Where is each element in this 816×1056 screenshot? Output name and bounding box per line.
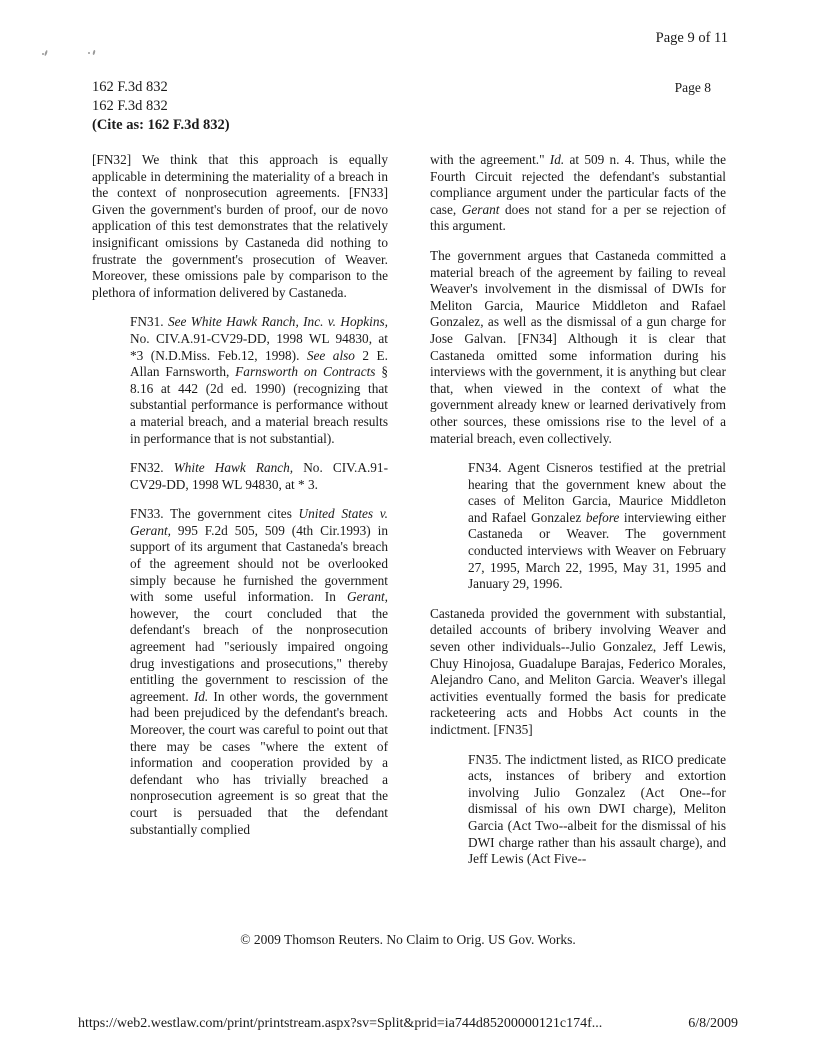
- citation-line-2: 162 F.3d 832: [92, 98, 168, 114]
- footnote-text-2: 2 E. Allan Farnsworth,: [130, 347, 388, 380]
- paragraph-fn32-intro: [92, 152, 388, 301]
- copyright-notice: © 2009 Thomson Reuters. No Claim to Orig. US Gov. Works.: [240, 932, 576, 947]
- footnote-text-3: In other words, the government had been prejudiced by the defendant's breach. Moreover, the court was careful to point out that there may be cases "where the extent of information and cooperation provided by a defendant who has trivially breached a nonprosecution agreement is so great that the court is persuaded that the defendant substantially complied: [130, 688, 388, 837]
- footnote-34: [468, 460, 726, 593]
- footnote-33: [130, 506, 388, 838]
- footnote-label: FN31.: [130, 314, 168, 330]
- footnote-text: No. CIV.A.91-CV29-DD, 1998 WL 94830, at * 3.: [130, 460, 388, 492]
- id-citation: Id.: [549, 152, 565, 167]
- document-page-label: Page 8: [674, 80, 711, 95]
- paragraph-text: We think that this approach is equally applicable in determining the materiality of a breach in the context of nonprosecution agreements.: [92, 152, 388, 201]
- source-url: https://web2.westlaw.com/print/printstream.aspx?sv=Split&prid=ia744d85200000121c174f...: [78, 1016, 603, 1031]
- right-column: [430, 152, 726, 881]
- page-indicator: Page 9 of 11: [655, 30, 728, 46]
- paragraph-text-2: at 509 n. 4. Thus, while the Fourth Circuit rejected the defendant's substantial compliance argument under the particular facts of the case,: [430, 152, 726, 217]
- footnote-35: FN35. The indictment listed, as RICO predicate acts, instances of bribery and extortion involving Julio Gonzalez (Act One--for dismissal of his own DWI charge), Meliton Garcia (Act Two--albeit for the dismissal of his DWI charge rather than his assault charge), and Jeff Lewis (Act Five--: [468, 751, 726, 867]
- case-citation: White Hawk Ranch,: [173, 460, 294, 476]
- case-citation: United States v. Gerant,: [130, 506, 388, 538]
- footnote-label: FN33. The government cites: [130, 506, 299, 522]
- paragraph-text: The government argues that Castaneda committed a material breach of the agreement by failing to reveal Weaver's involvement in the dismissal of DWIs for Meliton Garcia, Maurice Middleton and Rafael Gonzalez, as well as the dismissal of a gun charge for Jose Galvan.: [430, 247, 726, 346]
- paragraph-text: Castaneda provided the government with substantial, detailed accounts of bribery involving Weaver and seven other individuals--Julio Gonzalez, Jeff Lewis, Chuy Hinojosa, Guadalupe Barajas, Federico Morales, Alejandro Cano, and Meliton Garcia. Weaver's illegal activities eventually formed the basis for predicate racketeering acts and Hobbs Act counts in the indictment.: [430, 605, 726, 737]
- footnote-ref-32: [FN32]: [92, 152, 132, 167]
- two-column-body: [92, 152, 726, 881]
- footnote-label: FN32.: [130, 460, 174, 476]
- footnote-text-3: § 8.16 at 442 (2d ed. 1990) (recognizing that substantial performance is performance without a material breach, and a material breach results in performance that is not substantial).: [130, 364, 388, 446]
- left-column: [92, 152, 388, 881]
- case-citation-short: Gerant: [461, 201, 500, 217]
- paragraph-material-breach: [430, 248, 726, 447]
- paragraph-text: with the agreement.": [430, 152, 550, 167]
- footnote-31: [130, 314, 388, 447]
- print-footer: [0, 1016, 816, 1032]
- footnote-ref-34: [FN34]: [517, 330, 557, 346]
- id-citation: Id.: [193, 688, 209, 704]
- citation-line-3: (Cite as: 162 F.3d 832): [92, 117, 230, 133]
- paragraph-continuation: [430, 152, 726, 235]
- paragraph-text-cont: Given the government's burden of proof, our de novo application of this test demonstrates that the relatively insignificant omissions by Castaneda did nothing to frustrate the government's prosecution of Weaver. Moreover, these omissions pale by comparison to the plethora of information delivered by Castaneda.: [92, 201, 388, 300]
- emphasis-before: before: [585, 509, 620, 525]
- paragraph-text-3: does not stand for a per se rejection of this argument.: [430, 201, 727, 234]
- print-date: 6/8/2009: [688, 1016, 738, 1031]
- treatise-title: Farnsworth on Contracts: [235, 364, 376, 380]
- citation-block: [92, 78, 230, 135]
- footnote-ref-35: [FN35]: [493, 722, 533, 737]
- paragraph-castaneda-accounts: [430, 606, 726, 739]
- see-also-signal: See also: [306, 347, 355, 363]
- paragraph-text-2: Although it is clear that Castaneda omitted some information during his interviews with the government, it is anything but clear that, when viewed in the context of what the government already knew or learned derivatively from other sources, these omissions rise to the level of a material breach, even collectively.: [430, 330, 726, 446]
- scan-artifact: [40, 48, 160, 62]
- footnote-ref-33: [FN33]: [348, 185, 388, 201]
- footnote-text: 995 F.2d 505, 509 (4th Cir.1993) in support of its argument that Castaneda's breach of the agreement should not be overlooked simply because he furnished the government with some useful information. In: [130, 522, 388, 605]
- case-citation-short: Gerant,: [347, 589, 388, 605]
- footnote-32: [130, 460, 388, 493]
- footnote-text: No. CIV.A.91-CV29-DD, 1998 WL 94830, at *3 (N.D.Miss. Feb.12, 1998).: [130, 330, 388, 363]
- case-citation: See White Hawk Ranch, Inc. v. Hopkins,: [167, 314, 388, 330]
- footnote-label: FN34. Agent Cisneros testified at the pretrial hearing that the government knew about the cases of Meliton Garcia, Maurice Middleton and Rafael Gonzalez: [468, 460, 726, 525]
- citation-line-1: 162 F.3d 832: [92, 79, 168, 95]
- footnote-text: interviewing either Castaneda or Weaver. The government conducted interviews with Weaver on February 27, 1995, March 22, 1995, May 31, 1995 and January 29, 1996.: [468, 509, 726, 592]
- footnote-text-2: however, the court concluded that the defendant's breach of the nonprosecution agreement had "seriously impaired ongoing drug investigations and prosecutions," thereby entitling the government to rescission of the agreement.: [130, 605, 388, 704]
